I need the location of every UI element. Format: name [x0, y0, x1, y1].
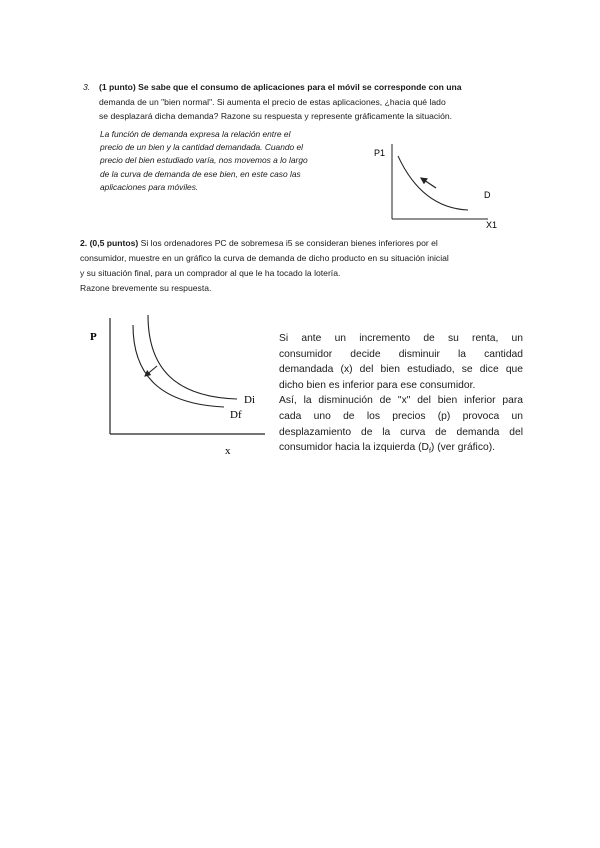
answer-paragraph-2: Así, la disminución de "x" del bien inferior para cada uno de los precios (p) provoca un desplazamiento de la curva de demanda del consumidor hacia la izquierda $(D_f)$ (ver gráfico).	[279, 395, 523, 456]
question-3-text	[83, 80, 523, 124]
question-2-points: (0,5 puntos)	[89, 238, 139, 248]
demand-graph-q2	[82, 310, 267, 460]
question-2-number: 2.	[80, 238, 88, 248]
demand-curve-initial	[148, 315, 237, 399]
curve-label-final: Df	[230, 409, 242, 421]
x-axis-label: X1	[486, 220, 498, 230]
movement-arrow	[421, 178, 436, 188]
x-axis-label: x	[225, 445, 231, 457]
question-2-line: y su situación final, para un comprador al que le ha tocado la lotería.	[80, 268, 341, 278]
question-3-answer	[100, 128, 352, 194]
question-3-points: (1 punto)	[99, 82, 136, 92]
question-2-line: consumidor, muestre en un gráfico la curva de demanda de dicho producto en su situación inicial	[80, 253, 449, 263]
demand-curve-final	[133, 325, 224, 407]
shift-arrow	[145, 366, 157, 376]
curve-label-d: D	[484, 190, 491, 200]
answer-line: La función de demanda expresa la relación entre el	[100, 129, 291, 139]
question-2-answer	[279, 331, 523, 460]
curve-label-initial: Di	[244, 394, 255, 406]
answer-line: precio del bien estudiado varía, nos movemos a lo largo	[100, 155, 308, 166]
answer-line: de la curva de demanda de ese bien, en este caso las	[100, 168, 301, 179]
question-2-line: Razone brevemente su respuesta.	[80, 283, 212, 293]
demand-curve	[398, 156, 468, 210]
question-2	[80, 236, 530, 296]
question-2-line: 2. (0,5 puntos) Si los ordenadores PC de sobremesa i5 se consideran bienes inferiores por el	[80, 238, 438, 248]
question-3-line: se desplazará dicha demanda? Razone su respuesta y represente gráficamente la situación.	[99, 111, 453, 121]
answer-paragraph-1: Si ante un incremento de su renta, un consumidor decide disminuir la cantidad demandada (x) del bien estudiado, se dice que dicho bien es inferior para ese consumidor.	[279, 333, 523, 391]
question-3-number: 3.	[83, 82, 91, 92]
question-3-line: (1 punto) Se sabe que el consumo de aplicaciones para el móvil se corresponde con una	[99, 82, 462, 92]
answer-line: aplicaciones para móviles.	[100, 181, 199, 192]
answer-line: precio de un bien y la cantidad demandada. Cuando el	[100, 142, 304, 153]
demand-graph-q3	[370, 136, 510, 236]
y-axis-label: P	[90, 331, 97, 343]
question-3-line: demanda de un "bien normal". Si aumenta el precio de estas aplicaciones, ¿hacia qué lado	[99, 96, 446, 107]
question-3	[83, 80, 523, 124]
y-axis-label: P1	[374, 148, 386, 158]
